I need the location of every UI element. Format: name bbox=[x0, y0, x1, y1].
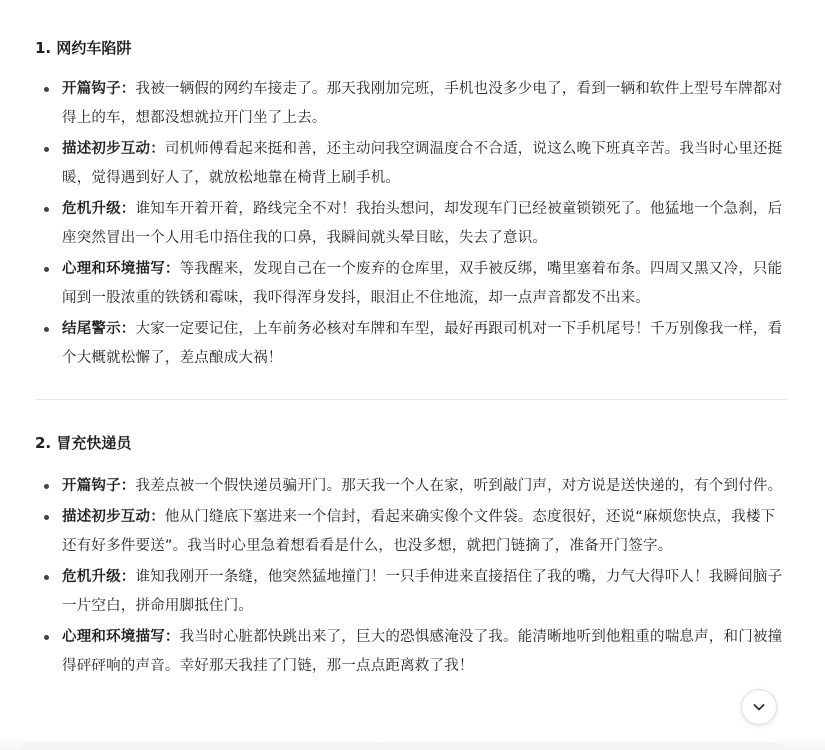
item-label: 描述初步互动： bbox=[62, 141, 165, 157]
item-label: 开篇钩子： bbox=[62, 478, 136, 494]
chevron-down-icon bbox=[751, 699, 767, 715]
bullet-icon bbox=[44, 87, 49, 92]
input-bar-edge bbox=[18, 742, 788, 750]
item-text: 我差点被一个假快递员骗开门。那天我一个人在家，听到敲门声，对方说是送快递的，有个到付件。 bbox=[135, 478, 783, 494]
item-label: 结尾警示： bbox=[62, 321, 136, 337]
item-text: 大家一定要记住，上车前务必核对车牌和车型，最好再跟司机对一下手机尾号！千万别像我一样，看个大概就松懈了，差点酿成大祸！ bbox=[62, 321, 783, 366]
bullet-icon bbox=[44, 575, 49, 580]
response-content bbox=[35, 30, 787, 683]
list-item bbox=[35, 255, 787, 313]
bullet-icon bbox=[44, 484, 49, 489]
bullet-icon bbox=[44, 635, 49, 640]
item-label: 危机升级： bbox=[62, 569, 136, 585]
list-item bbox=[35, 195, 787, 253]
section-list bbox=[35, 75, 787, 373]
section-divider bbox=[35, 399, 787, 400]
section-title: 2. 冒充快递员 bbox=[35, 434, 132, 452]
section-list bbox=[35, 472, 787, 681]
item-text: 他从门缝底下塞进来一个信封，看起来确实像个文件袋。态度很好，还说“麻烦您快点，我楼下还有好多件要送”。我当时心里急着想看看是什么，也没多想，就把门链摘了，准备开门签字。 bbox=[62, 509, 776, 554]
list-item bbox=[35, 75, 787, 133]
item-text: 司机师傅看起来挺和善，还主动问我空调温度合不合适，说这么晚下班真辛苦。我当时心里还挺暖，觉得遇到好人了，就放松地靠在椅背上刷手机。 bbox=[62, 141, 783, 186]
item-label: 描述初步互动： bbox=[62, 509, 165, 525]
item-label: 危机升级： bbox=[62, 201, 136, 217]
list-item bbox=[35, 563, 787, 621]
list-item bbox=[35, 135, 787, 193]
section-ride-hailing bbox=[35, 30, 787, 373]
list-item bbox=[35, 315, 787, 373]
item-label: 心理和环境描写： bbox=[62, 261, 180, 277]
list-item bbox=[35, 472, 787, 501]
scroll-to-bottom-button[interactable] bbox=[741, 689, 777, 725]
item-text: 等我醒来，发现自己在一个废弃的仓库里，双手被反绑，嘴里塞着布条。四周又黑又冷，只能闻到一股浓重的铁锈和霉味，我吓得浑身发抖，眼泪止不住地流，却一点声音都发不出来。 bbox=[62, 261, 783, 306]
item-text: 谁知车开着开着，路线完全不对！我抬头想问，却发现车门已经被童锁锁死了。他猛地一个急刹，后座突然冒出一个人用毛巾捂住我的口鼻，我瞬间就头晕目眩，失去了意识。 bbox=[62, 201, 783, 246]
bullet-icon bbox=[44, 147, 49, 152]
bullet-icon bbox=[44, 267, 49, 272]
section-fake-courier bbox=[35, 425, 787, 681]
item-label: 开篇钩子： bbox=[62, 81, 136, 97]
item-label: 心理和环境描写： bbox=[62, 629, 180, 645]
bullet-icon bbox=[44, 327, 49, 332]
section-title: 1. 网约车陷阱 bbox=[35, 39, 132, 57]
item-text: 我被一辆假的网约车接走了。那天我刚加完班，手机也没多少电了，看到一辆和软件上型号车牌都对得上的车，想都没想就拉开门坐了上去。 bbox=[62, 81, 783, 126]
bullet-icon bbox=[44, 207, 49, 212]
list-item bbox=[35, 623, 787, 681]
item-text: 我当时心脏都快跳出来了，巨大的恐惧感淹没了我。能清晰地听到他粗重的喘息声，和门被撞得砰砰响的声音。幸好那天我挂了门链，那一点点距离救了我！ bbox=[62, 629, 783, 674]
item-text: 谁知我刚开一条缝，他突然猛地撞门！一只手伸进来直接捂住了我的嘴，力气大得吓人！我瞬间脑子一片空白，拼命用脚抵住门。 bbox=[62, 569, 783, 614]
bullet-icon bbox=[44, 515, 49, 520]
list-item bbox=[35, 503, 787, 561]
